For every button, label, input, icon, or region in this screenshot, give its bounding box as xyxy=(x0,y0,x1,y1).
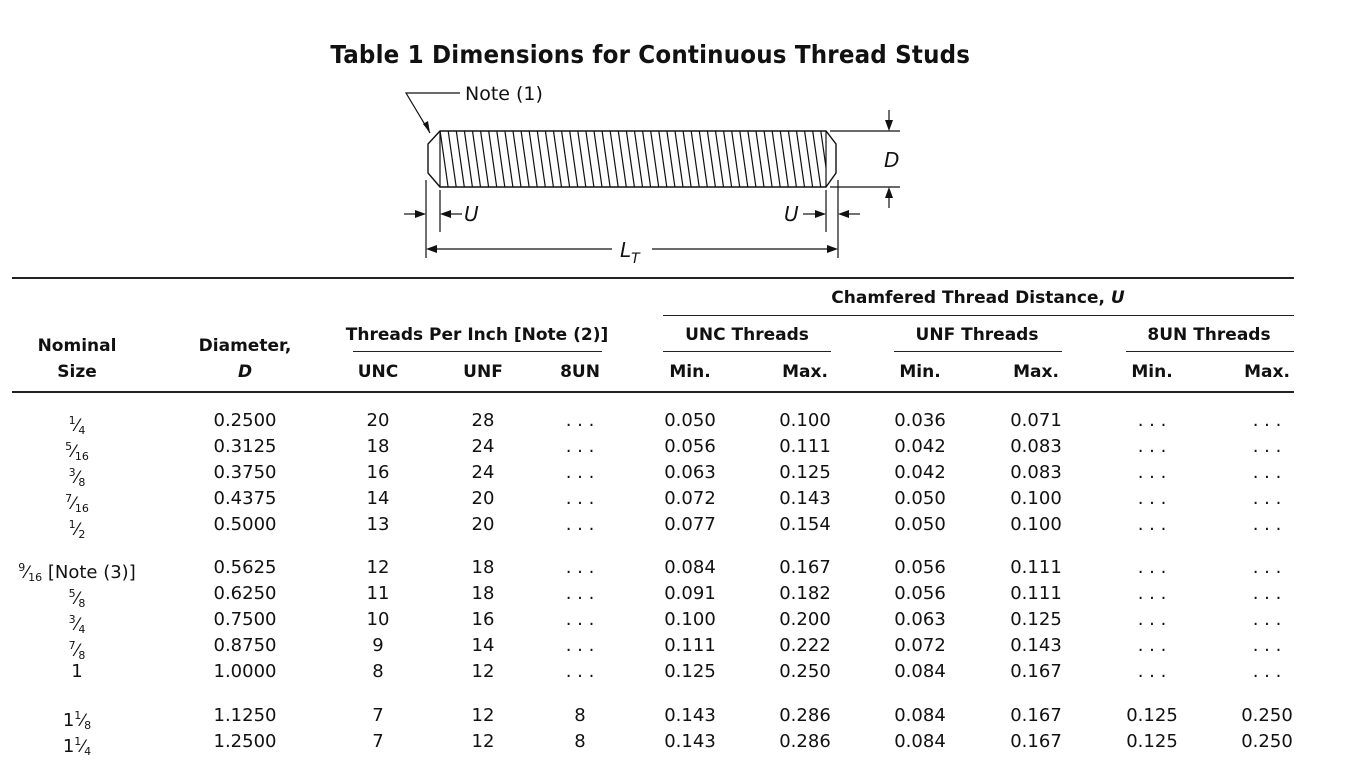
cell-unf-min: 0.042 xyxy=(894,436,946,457)
cell-unc-max: 0.182 xyxy=(779,583,831,604)
cell-un8-min: . . . xyxy=(1137,462,1167,483)
stud-diagram xyxy=(395,80,915,270)
cell-un8-min: . . . xyxy=(1137,661,1167,682)
cell-unf: 12 xyxy=(471,661,495,682)
cell-un8: . . . xyxy=(565,488,595,509)
chamfer-group-rule xyxy=(663,315,1294,316)
cell-unc-min: 0.050 xyxy=(664,410,716,431)
cell-unc: 12 xyxy=(366,557,390,578)
cell-un8-max: . . . xyxy=(1252,609,1282,630)
table-title: Table 1 Dimensions for Continuous Thread Studs xyxy=(330,40,971,69)
cell-un8: . . . xyxy=(565,436,595,457)
cell-unc-min: 0.100 xyxy=(664,609,716,630)
cell-unf-max: 0.071 xyxy=(1010,410,1062,431)
cell-un8: . . . xyxy=(565,462,595,483)
cell-un8: 8 xyxy=(574,705,586,726)
note-leader-line xyxy=(406,93,460,133)
cell-un8-min: . . . xyxy=(1137,609,1167,630)
cell-unf: 20 xyxy=(471,514,495,535)
nominal-fraction: $^9⁄_{16}$ xyxy=(18,561,43,584)
cell-un8: . . . xyxy=(565,661,595,682)
un8-threads-rule xyxy=(1126,351,1294,352)
cell-diameter: 0.3750 xyxy=(213,462,277,483)
nominal-size-cell xyxy=(71,662,82,682)
cell-diameter: 0.7500 xyxy=(213,609,277,630)
unc-threads-header: UNC Threads xyxy=(685,325,809,345)
un8-min-header: Min. xyxy=(1131,362,1173,382)
cell-unf-min: 0.084 xyxy=(894,705,946,726)
cell-unc: 20 xyxy=(366,410,390,431)
cell-diameter: 0.6250 xyxy=(213,583,277,604)
cell-diameter: 0.4375 xyxy=(213,488,277,509)
cell-un8-max: 0.250 xyxy=(1241,705,1293,726)
cell-un8-max: . . . xyxy=(1252,514,1282,535)
cell-unf-min: 0.084 xyxy=(894,731,946,752)
cell-unf: 18 xyxy=(471,583,495,604)
unf-threads-header: UNF Threads xyxy=(915,325,1039,345)
cell-diameter: 0.5625 xyxy=(213,557,277,578)
cell-un8-min: . . . xyxy=(1137,410,1167,431)
cell-unc-min: 0.143 xyxy=(664,705,716,726)
unc-header: UNC xyxy=(357,362,399,382)
cell-unf-min: 0.063 xyxy=(894,609,946,630)
cell-unc-min: 0.091 xyxy=(664,583,716,604)
cell-un8: . . . xyxy=(565,609,595,630)
cell-unc: 16 xyxy=(366,462,390,483)
nominal-fraction: $^7⁄_8$ xyxy=(68,639,86,662)
cell-unf-min: 0.084 xyxy=(894,661,946,682)
cell-unf: 16 xyxy=(471,609,495,630)
nominal-note: [Note (3)] xyxy=(42,562,136,583)
cell-un8-max: . . . xyxy=(1252,583,1282,604)
header-bottom-rule xyxy=(12,391,1294,393)
chamfer-group-header: Chamfered Thread Distance, U xyxy=(831,288,1125,308)
cell-un8-min: . . . xyxy=(1137,557,1167,578)
dim-u-left-label: U xyxy=(464,202,479,226)
cell-unf-max: 0.100 xyxy=(1010,514,1062,535)
unf-max-header: Max. xyxy=(1013,362,1059,382)
cell-un8-max: . . . xyxy=(1252,661,1282,682)
cell-unf: 14 xyxy=(471,635,495,656)
cell-unc-min: 0.111 xyxy=(664,635,716,656)
cell-unc-max: 0.200 xyxy=(779,609,831,630)
cell-unf: 12 xyxy=(471,731,495,752)
cell-unc-min: 0.063 xyxy=(664,462,716,483)
tpi-group-rule xyxy=(353,351,602,352)
u-right-arrow-in xyxy=(815,210,826,218)
cell-un8: . . . xyxy=(565,410,595,431)
cell-un8: . . . xyxy=(565,583,595,604)
cell-unc-max: 0.111 xyxy=(779,436,831,457)
cell-un8: . . . xyxy=(565,635,595,656)
dim-u-right-label: U xyxy=(784,202,799,226)
cell-unc: 8 xyxy=(372,661,384,682)
cell-unc-min: 0.143 xyxy=(664,731,716,752)
nominal-fraction: $^1⁄_4$ xyxy=(74,735,92,758)
cell-diameter: 0.8750 xyxy=(213,635,277,656)
nominal-whole: 1 xyxy=(71,661,83,682)
cell-un8-max: . . . xyxy=(1252,557,1282,578)
nominal-fraction: $^7⁄_{16}$ xyxy=(65,492,89,515)
cell-un8-max: 0.250 xyxy=(1241,731,1293,752)
cell-un8-min: . . . xyxy=(1137,583,1167,604)
cell-unf-max: 0.083 xyxy=(1010,436,1062,457)
cell-unc: 14 xyxy=(366,488,390,509)
cell-un8-max: . . . xyxy=(1252,410,1282,431)
nominal-fraction: $^1⁄_2$ xyxy=(68,518,86,541)
un8-max-header: Max. xyxy=(1244,362,1290,382)
nominal-fraction: $^1⁄_8$ xyxy=(74,709,92,732)
unc-threads-rule xyxy=(663,351,831,352)
cell-diameter: 0.2500 xyxy=(213,410,277,431)
cell-unc-max: 0.143 xyxy=(779,488,831,509)
cell-unf-max: 0.167 xyxy=(1010,705,1062,726)
unc-min-header: Min. xyxy=(669,362,711,382)
cell-diameter: 0.5000 xyxy=(213,514,277,535)
cell-unc-min: 0.056 xyxy=(664,436,716,457)
note-label: Note (1) xyxy=(465,83,543,105)
tpi-group-header: Threads Per Inch [Note (2)] xyxy=(345,325,609,345)
cell-unf-min: 0.050 xyxy=(894,514,946,535)
nominal-header-2: Size xyxy=(57,362,97,382)
cell-un8-min: 0.125 xyxy=(1126,731,1178,752)
cell-unc-min: 0.084 xyxy=(664,557,716,578)
nominal-size-cell xyxy=(63,732,91,762)
cell-unc-max: 0.250 xyxy=(779,661,831,682)
cell-unc: 7 xyxy=(372,731,384,752)
lt-arrow-left xyxy=(426,245,437,253)
cell-unc: 10 xyxy=(366,609,390,630)
cell-unc-max: 0.286 xyxy=(779,705,831,726)
cell-unf: 12 xyxy=(471,705,495,726)
cell-diameter: 1.2500 xyxy=(213,731,277,752)
nominal-whole: 1 xyxy=(62,710,75,731)
cell-unf-max: 0.083 xyxy=(1010,462,1062,483)
cell-un8-max: . . . xyxy=(1252,488,1282,509)
cell-unf-max: 0.111 xyxy=(1010,557,1062,578)
lt-arrow-right xyxy=(827,245,838,253)
cell-un8-min: . . . xyxy=(1137,436,1167,457)
cell-un8-min: . . . xyxy=(1137,514,1167,535)
cell-unf-min: 0.056 xyxy=(894,557,946,578)
cell-unf-max: 0.100 xyxy=(1010,488,1062,509)
dim-lt-label: $L_T$ xyxy=(620,238,640,267)
un8-threads-header: 8UN Threads xyxy=(1147,325,1271,345)
cell-un8-min: . . . xyxy=(1137,635,1167,656)
cell-unc: 11 xyxy=(366,583,390,604)
cell-diameter: 1.1250 xyxy=(213,705,277,726)
cell-unf-min: 0.072 xyxy=(894,635,946,656)
nominal-fraction: $^1⁄_4$ xyxy=(68,414,86,437)
cell-unf-max: 0.111 xyxy=(1010,583,1062,604)
table-top-rule xyxy=(12,277,1294,279)
cell-unf: 18 xyxy=(471,557,495,578)
nominal-fraction: $^5⁄_{16}$ xyxy=(65,440,89,463)
cell-unf: 24 xyxy=(471,462,495,483)
cell-unf: 20 xyxy=(471,488,495,509)
d-arrow-top xyxy=(885,120,893,131)
unf-threads-rule xyxy=(894,351,1062,352)
d-arrow-bottom xyxy=(885,187,893,198)
cell-unf-min: 0.036 xyxy=(894,410,946,431)
cell-unc-max: 0.154 xyxy=(779,514,831,535)
nominal-whole: 1 xyxy=(62,736,75,757)
cell-unc-min: 0.072 xyxy=(664,488,716,509)
dim-d-label: D xyxy=(884,148,900,172)
unc-max-header: Max. xyxy=(782,362,828,382)
nominal-size-cell xyxy=(69,515,86,545)
stud-body-outline xyxy=(428,131,836,187)
cell-unc-max: 0.286 xyxy=(779,731,831,752)
cell-un8-min: . . . xyxy=(1137,488,1167,509)
nominal-header-1: Nominal xyxy=(37,336,117,356)
thread-lines xyxy=(432,131,837,187)
cell-unf: 24 xyxy=(471,436,495,457)
u-left-arrow-out xyxy=(440,210,451,218)
cell-unc-max: 0.167 xyxy=(779,557,831,578)
nominal-fraction: $^3⁄_4$ xyxy=(68,613,86,636)
cell-unf-max: 0.125 xyxy=(1010,609,1062,630)
cell-diameter: 1.0000 xyxy=(213,661,277,682)
cell-unf-min: 0.042 xyxy=(894,462,946,483)
cell-unc: 18 xyxy=(366,436,390,457)
cell-unf-max: 0.143 xyxy=(1010,635,1062,656)
cell-unc-max: 0.125 xyxy=(779,462,831,483)
diameter-header-1: Diameter, xyxy=(198,336,292,356)
cell-un8-min: 0.125 xyxy=(1126,705,1178,726)
unf-header: UNF xyxy=(463,362,503,382)
cell-diameter: 0.3125 xyxy=(213,436,277,457)
un8-header: 8UN xyxy=(560,362,600,382)
unf-min-header: Min. xyxy=(899,362,941,382)
cell-unc: 13 xyxy=(366,514,390,535)
cell-unf-min: 0.056 xyxy=(894,583,946,604)
cell-unc-min: 0.125 xyxy=(664,661,716,682)
cell-unf-min: 0.050 xyxy=(894,488,946,509)
cell-unf-max: 0.167 xyxy=(1010,661,1062,682)
u-left-arrow-in xyxy=(415,210,426,218)
cell-unc: 7 xyxy=(372,705,384,726)
nominal-fraction: $^3⁄_8$ xyxy=(68,466,86,489)
cell-unc-max: 0.222 xyxy=(779,635,831,656)
cell-un8: . . . xyxy=(565,514,595,535)
cell-unf: 28 xyxy=(471,410,495,431)
cell-unf-max: 0.167 xyxy=(1010,731,1062,752)
cell-unc: 9 xyxy=(372,635,384,656)
diameter-header-2: D xyxy=(237,362,253,382)
u-right-arrow-out xyxy=(838,210,849,218)
cell-un8-max: . . . xyxy=(1252,635,1282,656)
nominal-fraction: $^5⁄_8$ xyxy=(68,587,86,610)
cell-unc-min: 0.077 xyxy=(664,514,716,535)
cell-un8: . . . xyxy=(565,557,595,578)
cell-unc-max: 0.100 xyxy=(779,410,831,431)
cell-un8-max: . . . xyxy=(1252,436,1282,457)
cell-un8: 8 xyxy=(574,731,586,752)
cell-un8-max: . . . xyxy=(1252,462,1282,483)
